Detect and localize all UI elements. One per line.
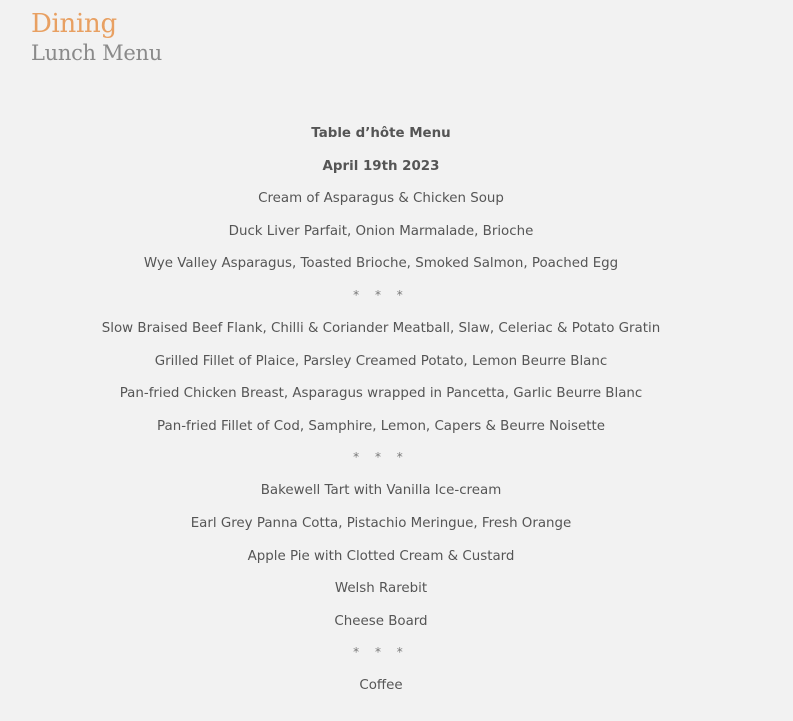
menu-item-coffee: Coffee (359, 678, 403, 694)
course-separator: * * * (353, 645, 409, 660)
menu-item-main: Slow Braised Beef Flank, Chilli & Coriander Meatball, Slaw, Celeriac & Potato Gratin (101, 320, 661, 336)
menu-item-dessert: Earl Grey Panna Cotta, Pistachio Meringue, Fresh Orange (190, 515, 572, 531)
lunch-menu (0, 124, 762, 709)
menu-item-starter: Duck Liver Parfait, Onion Marmalade, Brioche (228, 223, 534, 239)
menu-date: April 19th 2023 (322, 158, 440, 174)
menu-item-main: Pan-fried Fillet of Cod, Samphire, Lemon, Capers & Beurre Noisette (157, 418, 605, 434)
menu-item-dessert: Welsh Rarebit (334, 581, 428, 597)
section-title: Dining (31, 9, 117, 39)
menu-item-main: Pan-fried Chicken Breast, Asparagus wrapped in Pancetta, Garlic Beurre Blanc (119, 386, 643, 402)
page-header (31, 8, 162, 66)
page-subtitle: Lunch Menu (31, 41, 162, 65)
course-separator: * * * (353, 450, 409, 465)
menu-item-starter: Cream of Asparagus & Chicken Soup (258, 191, 504, 207)
menu-item-dessert: Apple Pie with Clotted Cream & Custard (247, 548, 515, 564)
menu-item-starter: Wye Valley Asparagus, Toasted Brioche, Smoked Salmon, Poached Egg (143, 256, 619, 272)
menu-item-dessert: Cheese Board (334, 613, 428, 629)
menu-title: Table d’hôte Menu (311, 126, 451, 141)
menu-item-dessert: Bakewell Tart with Vanilla Ice-cream (260, 483, 502, 499)
course-separator: * * * (353, 287, 409, 302)
menu-item-main: Grilled Fillet of Plaice, Parsley Creamed Potato, Lemon Beurre Blanc (154, 353, 608, 369)
